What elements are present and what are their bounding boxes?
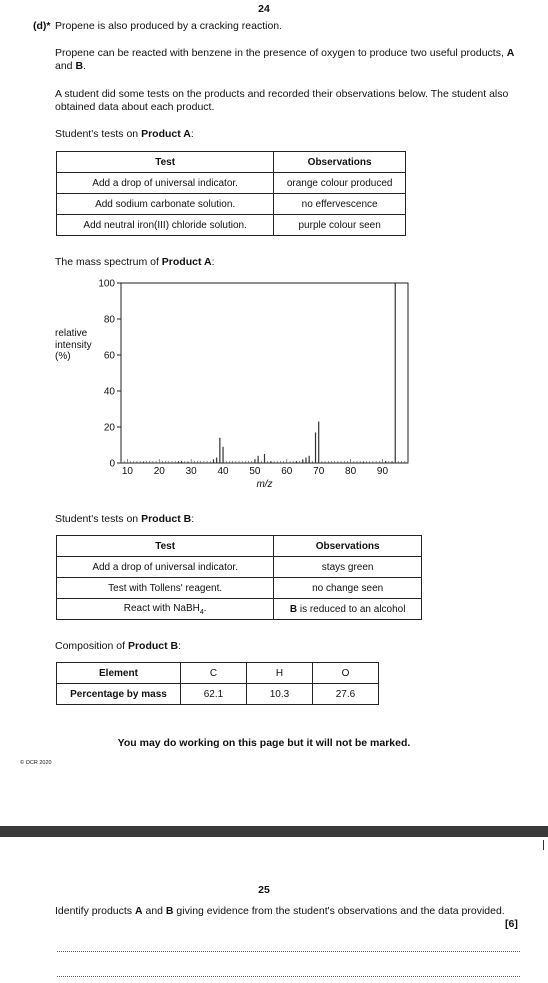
element-h: H [246,663,312,684]
test-cell: Add neutral iron(III) chloride solution. [57,215,274,236]
plot-frame [121,283,408,463]
product-a-tests-caption: Student's tests on Product A: [55,128,194,140]
table-row [57,173,406,194]
percentage-header: Percentage by mass [57,684,181,705]
question-paragraph-1: Propene can be reacted with benzene in the presence of oxygen to produce two useful products, A and B. [55,47,515,72]
y-axis-label-line: relative [55,328,88,339]
header-observations: Observations [274,536,422,557]
copyright: © OCR 2020 [20,760,52,766]
table-row [57,599,422,620]
test-cell: Add a drop of universal indicator. [57,173,274,194]
x-tick-label: 50 [249,466,261,477]
mass-spectrum-caption: The mass spectrum of Product A: [55,256,215,268]
x-tick-label: 70 [313,466,325,477]
table-row [57,578,422,599]
observation-cell: orange colour produced [274,173,406,194]
composition-table [56,662,379,705]
y-tick-label: 0 [109,458,115,470]
x-tick-label: 40 [217,466,229,477]
marks: [6] [505,918,518,930]
page-number: 24 [258,3,270,15]
element-c: C [180,663,246,684]
test-cell: Add a drop of universal indicator. [57,557,274,578]
percentage-h: 10.3 [246,684,312,705]
percentage-c: 62.1 [180,684,246,705]
percentage-o: 27.6 [312,684,378,705]
table-row [57,684,379,705]
element-o: O [312,663,378,684]
test-cell: React with NaBH$_4$. [57,599,274,620]
observation-cell: B is reduced to an alcohol [274,599,422,620]
product-b-tests-caption: Student's tests on Product B: [55,513,195,525]
header-observations: Observations [274,152,406,173]
y-axis-label-line: intensity [55,339,92,351]
table-header-row [57,536,422,557]
question-paragraph-2: A student did some tests on the products and recorded their observations below. The student also obtained data about each product. [55,88,509,113]
x-tick-label: 90 [376,466,389,477]
product-a-tests-table [56,151,406,236]
y-tick-label: 80 [103,314,115,326]
mass-spectrum-chart [0,275,420,500]
observation-cell: no change seen [274,578,422,599]
product-b-tests-table [56,535,422,620]
y-tick-label: 20 [103,422,115,434]
answer-line [57,951,520,952]
table-row [57,663,379,684]
y-tick-label: 100 [98,278,115,290]
observation-cell: stays green [274,557,422,578]
composition-caption: Composition of Product B: [55,640,182,652]
working-note: You may do working on this page but it will not be marked. [117,737,411,749]
observation-cell: purple colour seen [274,215,406,236]
table-header-row [57,152,406,173]
x-axis-label: m/z [256,479,273,490]
answer-line [57,976,520,977]
y-axis-label-line: (%) [55,351,71,362]
observation-cell: no effervescence [274,194,406,215]
test-cell: Test with Tollens' reagent. [57,578,274,599]
table-row [57,215,406,236]
page-number-25: 25 [258,884,270,896]
x-tick-label: 10 [121,466,133,477]
x-tick-label: 20 [153,466,165,477]
x-tick-label: 80 [345,466,357,477]
y-tick-label: 40 [103,386,115,398]
header-test: Test [57,536,274,557]
question-label: (d)* [33,20,51,32]
final-question: Identify products A and B giving evidence from the student's observations and the data provided. [55,905,505,917]
edge-mark [543,840,544,850]
table-row [57,557,422,578]
header-test: Test [57,152,274,173]
table-row [57,194,406,215]
page-divider [0,826,548,837]
element-header: Element [57,663,181,684]
question-intro: Propene is also produced by a cracking reaction. [55,20,283,32]
y-tick-label: 60 [103,350,115,362]
test-cell: Add sodium carbonate solution. [57,194,274,215]
x-tick-label: 30 [185,466,197,477]
x-tick-label: 60 [281,466,293,477]
